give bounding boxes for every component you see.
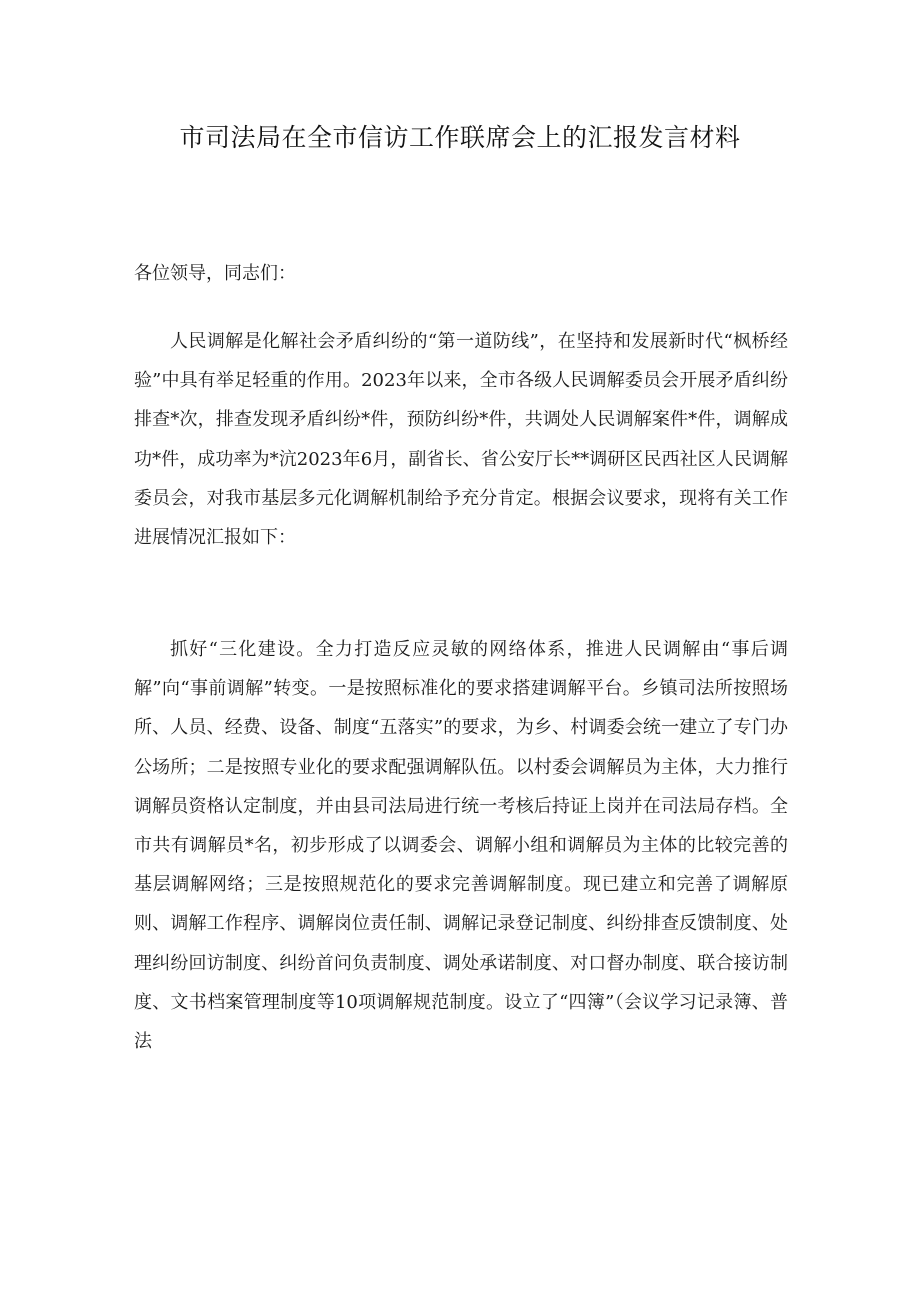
paragraph-three-construction: 抓好“三化建设。全力打造反应灵敏的网络体系，推进人民调解由“事后调解”向“事前调解”转变。一是按照标准化的要求搭建调解平台。乡镇司法所按照场所、人员、经费、设备、制度“五落实”的要求，为乡、村调委会统一建立了专门办公场所；二是按照专业化的要求配强调解队伍。以村委会调解员为主体，大力推行调解员资格认定制度，并由县司法局进行统一考核后持证上岗并在司法局存档。全市共有调解员*名，初步形成了以调委会、调解小组和调解员为主体的比较完善的基层调解网络；三是按照规范化的要求完善调解制度。现已建立和完善了调解原则、调解工作程序、调解岗位责任制、调解记录登记制度、纠纷排查反馈制度、处理纠纷回访制度、纠纷首问负责制度、调处承诺制度、对口督办制度、联合接访制度、文书档案管理制度等10项调解规范制度。设立了“四簿”（会议学习记录簿、普法 <box>134 639 788 1053</box>
salutation: 各位领导，同志们： <box>134 263 296 284</box>
paragraph-intro: 人民调解是化解社会矛盾纠纷的“第一道防线”，在坚持和发展新时代“枫桥经验”中具有举足轻重的作用。2023年以来，全市各级人民调解委员会开展矛盾纠纷排查*次，排查发现矛盾纠纷*件，预防纠纷*件，共调处人民调解案件*件，调解成功*件，成功率为*沆2023年6月，副省长、省公安厅长**调研区民西社区人民调解委员会，对我市基层多元化调解机制给予充分肯定。根据会议要求，现将有关工作进展情况汇报如下： <box>134 331 788 549</box>
document-title: 市司法局在全市信访工作联席会上的汇报发言材料 <box>179 123 741 152</box>
